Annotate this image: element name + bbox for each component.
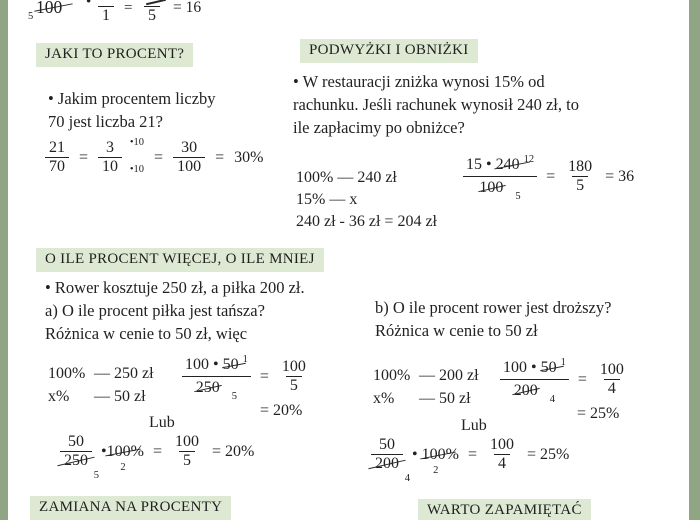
cancel-note: 2 — [120, 462, 126, 474]
cancel-note: 4 — [549, 394, 556, 406]
question-line: a) O ile procent piłka jest tańsza? — [45, 301, 265, 320]
crossed-number: 50 — [540, 359, 557, 376]
big-fraction — [463, 154, 537, 203]
multiply-note: •10 — [129, 164, 145, 176]
a-computation-2 — [60, 433, 255, 482]
numerator-prefix: 100 • — [503, 359, 537, 376]
a-result-1: = 20% — [260, 402, 303, 419]
proportion-cell: — 50 zł — [94, 388, 146, 405]
cancel-note: 12 — [523, 154, 535, 165]
crossed-number: 240 — [495, 156, 520, 173]
fraction-denominator: 4 — [604, 379, 620, 398]
section-title-warto-zapamietac: WARTO ZAPAMIĘTAĆ — [418, 499, 591, 520]
proportion-cell: — 50 zł — [419, 390, 471, 407]
cancel-note: 5 — [231, 391, 238, 403]
clipped-fraction — [98, 0, 114, 25]
fraction-denominator: 5 — [286, 376, 302, 395]
percent-sign: % — [445, 445, 459, 463]
proportion-cell: x% — [48, 388, 70, 405]
fraction-numerator: 100 — [174, 433, 199, 450]
fraction-denominator: 5 — [572, 176, 588, 195]
section-title-zamiana-na-procenty: ZAMIANA NA PROCENTY — [30, 496, 231, 520]
fraction-numerator: 50 — [379, 436, 395, 453]
equals-sign: = — [577, 370, 587, 388]
crossed-denominator: 250 — [60, 451, 92, 470]
question-line: ile zapłacimy po obniżce? — [293, 118, 465, 137]
section-title-jaki-to-procent: JAKI TO PROCENT? — [36, 43, 193, 67]
cancel-note: 2 — [433, 465, 439, 477]
equation-result: = 25% — [526, 445, 570, 463]
b-result-1: = 25% — [577, 405, 620, 422]
fraction-with-note — [60, 433, 99, 482]
proportion-cell: — 200 zł — [419, 367, 479, 384]
cancel-note: 4 — [404, 473, 410, 485]
proportion-cell: x% — [373, 390, 395, 407]
crossed-percent-term — [412, 445, 459, 477]
fraction — [596, 361, 628, 399]
percent-sign: % — [130, 442, 144, 460]
fraction-numerator — [182, 356, 251, 377]
multiply-dot: • — [412, 445, 418, 463]
fraction-numerator — [463, 156, 537, 177]
b-proportion — [373, 364, 479, 410]
fraction-denominator: 100 — [173, 157, 205, 176]
question-line: Różnica w cenie to 50 zł, więc — [45, 324, 248, 343]
cancel-note: 5 — [28, 11, 34, 22]
equation-result: = 20% — [211, 442, 255, 460]
fraction — [171, 433, 203, 471]
crossed-number: 100 — [421, 445, 446, 463]
proportion-line: 100% — 240 zł — [296, 169, 397, 186]
b-computation-1 — [500, 357, 628, 406]
equals-sign: = — [79, 148, 89, 166]
cancel-note: 5 — [93, 470, 99, 482]
question-line: • W restauracji zniżka wynosi 15% od — [293, 72, 545, 91]
big-fraction — [500, 357, 569, 406]
oile-intro-and-a — [45, 276, 305, 345]
clipped-fraction — [143, 0, 161, 25]
b-computation-2 — [371, 436, 570, 485]
result-percent: 30% — [234, 148, 264, 166]
fraction-numerator: 21 — [49, 139, 65, 156]
right-accent-bar — [689, 0, 700, 520]
multiply-dot: • — [101, 442, 107, 460]
equals-sign: = — [215, 148, 225, 166]
numerator-prefix: 15 • — [466, 156, 492, 173]
big-fraction — [182, 354, 251, 403]
fraction — [98, 139, 122, 177]
jaki-question — [48, 87, 216, 133]
proportion-line: 15% — x — [296, 191, 358, 208]
fraction-numerator: 30 — [181, 139, 198, 156]
crossed-number: 50 — [222, 356, 239, 373]
equals-sign: = — [124, 0, 133, 16]
cancel-note: 5 — [515, 191, 521, 203]
question-line: 70 jest liczba 21? — [48, 112, 164, 131]
fraction-with-notes — [98, 137, 145, 177]
equals-sign: = — [467, 445, 477, 463]
fraction — [278, 358, 310, 396]
proportion-line: 240 zł - 36 zł = 204 zł — [296, 213, 437, 230]
question-line: • Rower kosztuje 250 zł, a piłka 200 zł. — [45, 278, 305, 297]
crossed-number: 100 — [479, 179, 504, 197]
equals-sign: = — [154, 148, 164, 166]
jaki-equation — [45, 139, 263, 177]
a-proportion — [48, 362, 154, 408]
proportion-cell: 100% — [373, 367, 411, 384]
a-computation-1 — [182, 354, 310, 403]
fraction-denominator: 70 — [45, 157, 69, 176]
fraction-numerator: 100 — [599, 361, 624, 378]
fraction — [60, 433, 92, 471]
a-lub-label: Lub — [149, 414, 175, 431]
equals-sign: = — [152, 442, 162, 460]
fraction-denominator — [513, 380, 556, 406]
crossed-number: 200 — [513, 382, 538, 400]
fraction-denominator: 5 — [144, 6, 160, 25]
fraction — [45, 139, 69, 177]
fraction — [564, 158, 596, 196]
fraction-numerator: 180 — [568, 158, 593, 175]
crossed-denominator: 200 — [371, 454, 403, 473]
crossed-number: 250 — [195, 379, 220, 397]
crossed-number: 100 — [36, 0, 62, 18]
fraction-denominator: 10 — [98, 157, 122, 176]
crossed-number: 100 — [106, 442, 131, 460]
question-line: b) O ile procent rower jest droższy? — [375, 298, 612, 317]
multiply-note: •10 — [129, 137, 145, 148]
fraction-denominator: 4 — [494, 454, 510, 473]
left-accent-bar — [0, 0, 8, 520]
podwyzki-computation — [463, 154, 635, 203]
multiply-dot: • — [86, 0, 92, 10]
fraction-numerator: 100 — [489, 436, 514, 453]
podwyzki-question — [293, 70, 579, 139]
fraction-denominator: 5 — [179, 451, 195, 470]
fraction-with-note — [371, 436, 410, 485]
fraction — [173, 139, 205, 177]
fraction — [371, 436, 403, 474]
question-line: rachunku. Jeśli rachunek wynosił 240 zł, to — [293, 95, 579, 114]
question-line: Różnica w cenie to 50 zł — [375, 321, 538, 340]
equals-sign: = — [259, 367, 269, 385]
question-line: • Jakim procentem liczby — [48, 89, 216, 108]
oile-b-question — [375, 296, 611, 342]
section-title-o-ile-procent: O ILE PROCENT WIĘCEJ, O ILE MNIEJ — [36, 248, 324, 272]
numerator-prefix: 100 • — [185, 356, 219, 373]
equals-sign: = — [546, 167, 556, 185]
crossed-percent-term — [101, 442, 144, 474]
cancel-note: 1 — [560, 357, 566, 368]
fraction-denominator: 1 — [98, 6, 114, 25]
equation-result: = 36 — [605, 167, 635, 185]
fraction-numerator: 3 — [106, 139, 115, 156]
top-equation — [28, 0, 258, 32]
equation-result: = 16 — [173, 0, 202, 16]
b-lub-label: Lub — [461, 417, 487, 434]
fraction — [486, 436, 518, 474]
proportion-cell: 100% — [48, 365, 86, 382]
section-title-podwyzki-i-obnizki: PODWYŻKI I OBNIŻKI — [300, 39, 478, 63]
fraction-numerator — [500, 359, 569, 380]
fraction-numerator: 50 — [68, 433, 84, 450]
podwyzki-proportion — [296, 167, 437, 233]
fraction-numerator: 100 — [281, 358, 306, 375]
proportion-cell: — 250 zł — [94, 365, 154, 382]
fraction-denominator — [195, 377, 238, 403]
fraction-denominator — [479, 177, 521, 203]
cancel-note: 1 — [242, 354, 248, 365]
